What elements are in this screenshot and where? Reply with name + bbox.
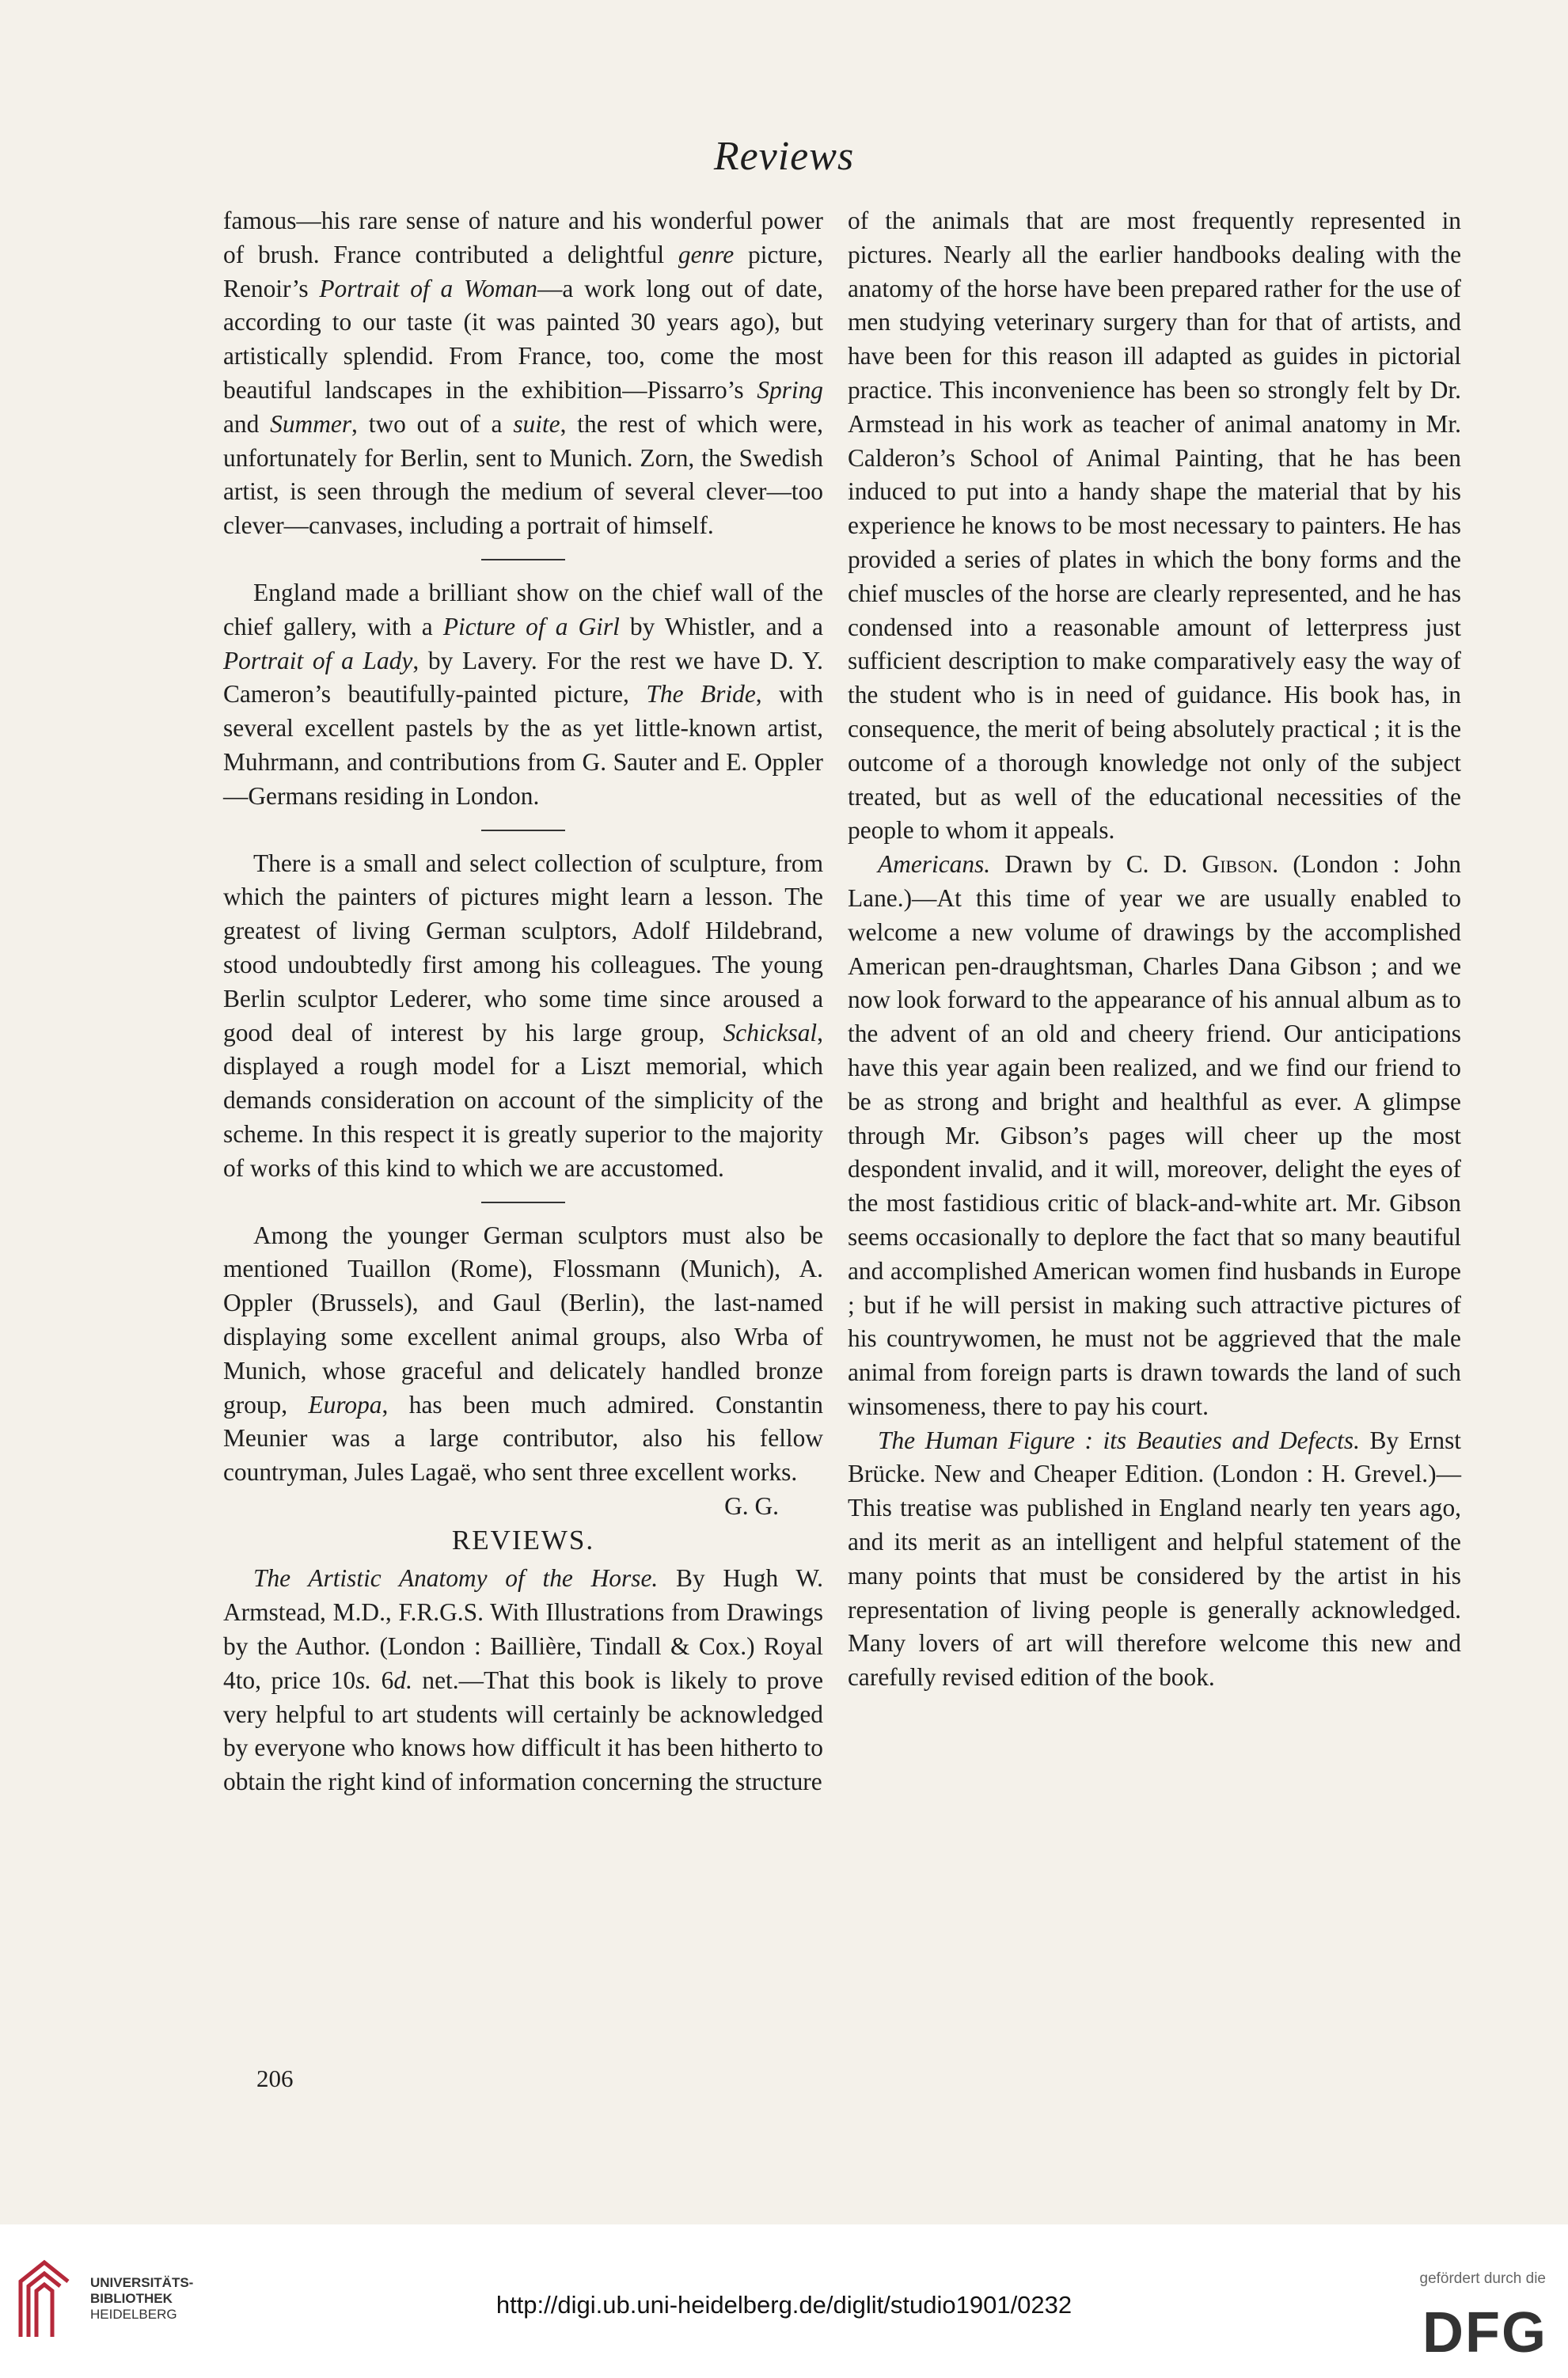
page-number: 206 <box>256 2065 294 2092</box>
left-column <box>223 204 823 1799</box>
text: famous—his rare sense of nature and his wonderful power of brush. France contributed a delightful <box>223 207 823 268</box>
italic-title: Portrait of a Lady <box>223 646 413 674</box>
italic-title: Summer <box>270 409 352 438</box>
section-divider <box>481 1202 565 1203</box>
section-divider <box>481 830 565 831</box>
review-americans <box>848 848 1461 1424</box>
italic-text: s. <box>355 1666 372 1694</box>
section-divider <box>481 559 565 560</box>
paragraph-continuation: of the animals that are most frequently represented in pictures. Nearly all the earlier handbooks dealing with the anatomy of the horse have been prepared rather for the use of men studying veterinary surgery than for that of artists, and have been for this reason ill adapted as guides in pictorial practice. This inconvenience has been so strongly felt by Dr. Armstead in his work as teacher of animal anatomy in Mr. Calderon’s School of Animal Painting, that he has been induced to put into a handy shape the material that by his experience he knows to be most necessary to painters. He has provided a series of plates in which the bony forms and the chief muscles of the horse are clearly represented, and he has condensed into a reasonable amount of letterpress just sufficient description to make comparatively easy the way of the student who is in need of guidance. His book has, in consequence, the merit of being absolutely practical ; it is the outcome of a thorough knowledge not only of the subject treated, but as well of the educational necessities of the people to whom it appeals. <box>848 207 1461 845</box>
funded-by-label: gefördert durch die <box>1419 2270 1546 2287</box>
italic-text: genre <box>678 240 735 268</box>
text: , displayed a rough model for a Liszt memorial, which demands consideration on account of the simplicity of the scheme. In this respect it is greatly superior to the majority of works of this kind to which we are accustomed. <box>223 1018 823 1182</box>
library-name-line: HEIDELBERG <box>90 2307 177 2322</box>
text: by Whistler, and a <box>619 612 823 640</box>
text: By Ernst Brücke. New and Cheaper Edition. (London : H. Grevel.)—This treatise was published in England nearly ten years ago, and its merit as an intelligent and helpful statement of the many points that must be considered by the artist in his representation of living people is generally acknowledged. Many lovers of art will therefore welcome this new and carefully revised edition of the book. <box>848 1426 1462 1692</box>
italic-title: The Artistic Anatomy of the Horse. <box>253 1564 659 1593</box>
text: There is a small and select collection of sculpture, from which the painters of pictures might learn a lesson. The greatest of living German sculptors, Adolf Hildebrand, stood undoubtedly first among his colleagues. The young Berlin sculptor Lederer, who some time since aroused a good deal of interest by his large group, <box>223 849 823 1047</box>
text: Drawn by C. D. <box>990 850 1202 879</box>
text: . (London : John Lane.)—At this time of year we are usually enabled to welcome a new volume of drawings by the accomplished American pen-draughtsman, Charles Dana Gibson ; and we now look forward to the appearance of his annual album as to the advent of an old and cheery friend. Our anticipations have this year again been realized, and we find our friend to be as strong and bright and healthful as ever. A glimpse through Mr. Gibson’s pages will cheer up the most despondent invalid, and it will, moreover, delight the eyes of the most fastidious critic of black-and-white art. Mr. Gibson seems occasionally to deplore the fact that so many beautiful and accomplished American women find husbands in Europe ; but if he will persist in making such attractive pictures of his countrywomen, he must not be aggrieved that the male animal from foreign parts is drawn towards the land of such winsomeness, there to pay his court. <box>848 850 1461 1420</box>
review-horse-anatomy <box>223 1562 823 1799</box>
text: 6 <box>371 1666 394 1694</box>
paragraph-sculpture <box>223 847 823 1186</box>
small-caps-name: Gibson <box>1202 850 1273 879</box>
italic-title: Spring <box>757 375 823 404</box>
library-name-line: BIBLIOTHEK <box>90 2291 173 2306</box>
text: net.—That this book is likely to prove very helpful to art students will certainly be acknowledged by everyone who knows how difficult it has been hitherto to obtain the right kind of information concerning the structure <box>223 1666 823 1796</box>
italic-title: Europa <box>308 1390 382 1419</box>
italic-text: suite <box>513 409 560 438</box>
italic-title: Americans. <box>878 850 991 879</box>
review-human-figure <box>848 1424 1461 1695</box>
italic-title: Schicksal <box>723 1018 818 1047</box>
text: picture, Renoir’s <box>223 240 823 302</box>
text: , with several excellent pastels by the as yet little-known artist, Muhrmann, and contributions from G. Sauter and E. Oppler—Germans residing in London. <box>223 680 823 810</box>
right-column <box>848 204 1461 1695</box>
dfg-logo: DFG <box>1422 2301 1547 2365</box>
text: , has been much admired. Constantin Meunier was a large contributor, also his fellow countryman, Jules Lagaë, who sent three excellent works. <box>223 1390 823 1487</box>
text: , by Lavery. For the rest we have D. Y. Cameron’s beautifully-painted picture, <box>223 646 823 708</box>
author-signature: G. G. <box>724 1491 779 1520</box>
digitization-footer <box>0 2224 1568 2378</box>
italic-title: Portrait of a Woman <box>319 274 537 302</box>
source-url-link[interactable]: http://digi.ub.uni-heidelberg.de/diglit/studio1901/0232 <box>495 2291 1073 2319</box>
italic-title: The Bride <box>646 680 756 708</box>
paragraph-england <box>223 576 823 814</box>
italic-text: d. <box>393 1666 412 1694</box>
running-head: Reviews <box>713 134 855 179</box>
text: , two out of a <box>351 409 514 438</box>
library-name-line: UNIVERSITÄTS- <box>90 2275 194 2290</box>
text: England made a brilliant show on the chief wall of the chief gallery, with a <box>223 578 823 640</box>
paragraph-continuation <box>223 204 823 543</box>
text: and <box>223 409 271 438</box>
text: —a work long out of date, according to our taste (it was painted 30 years ago), but artistically splendid. From France, too, come the most beautiful landscapes in the exhibition—Pissarro’s <box>223 274 823 404</box>
italic-title: The Human Figure : its Beauties and Defects. <box>878 1426 1360 1454</box>
text: Among the younger German sculptors must also be mentioned Tuaillon (Rome), Flossmann (Munich), A. Oppler (Brussels), and Gaul (Berlin), the last-named displaying some excellent animal groups, also Wrba of Munich, whose graceful and delicately handled bronze group, <box>223 1221 823 1419</box>
paragraph-sculptors <box>223 1219 823 1520</box>
text: , the rest of which were, unfortunately for Berlin, sent to Munich. Zorn, the Swedish artist, is seen through the medium of several clever—too clever—canvases, including a portrait of himself. <box>223 409 823 540</box>
text: By Hugh W. Armstead, M.D., F.R.G.S. With Illustrations from Drawings by the Author. (London : Baillière, Tindall & Cox.) Royal 4to, price 10 <box>223 1564 823 1694</box>
reviews-heading: REVIEWS. <box>451 1524 595 1556</box>
italic-title: Picture of a Girl <box>442 612 620 640</box>
